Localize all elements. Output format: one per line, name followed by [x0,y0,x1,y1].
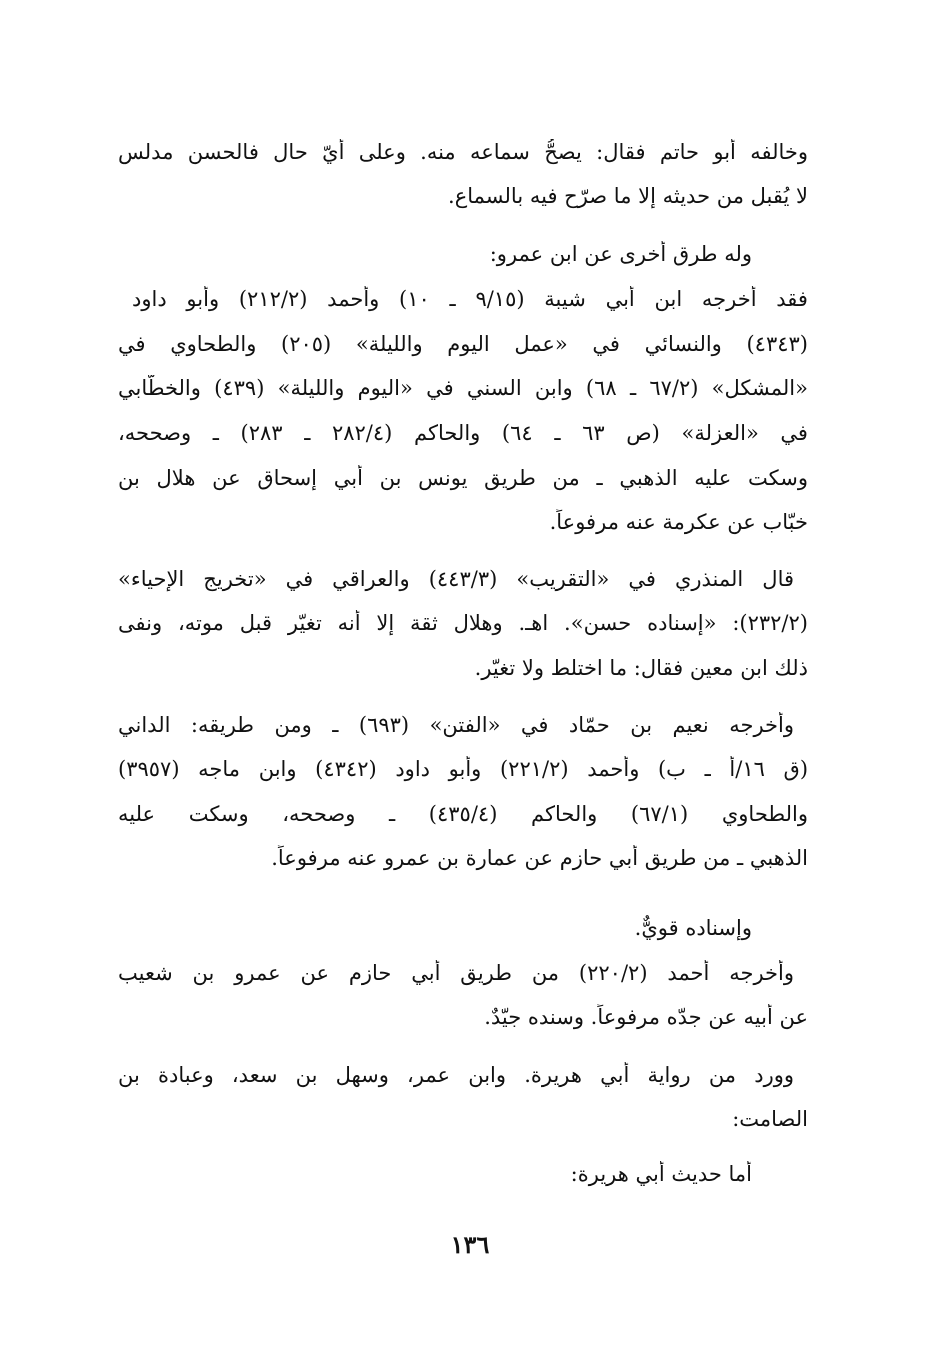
text-line: وورد من رواية أبي هريرة. وابن عمر، وسهل بن سعد، وعبادة بن [118,1063,794,1087]
text-line: قال المنذري في «التقريب» (٤٤٣/٣) والعراقي في «تخريج الإحياء» [118,567,794,591]
text-line: وإسناده قويٌّ. [634,916,752,940]
text-line: (٢٣٢/٢): «إسناده حسن». اهـ. وهلال ثقة إلا أنه تغيّر قبل موته، ونفى [118,611,808,635]
text-line: وأخرجه نعيم بن حمّاد في «الفتن» (٦٩٣) ـ ومن طريقه: الداني [118,713,794,737]
text-line: أما حديث أبي هريرة: [570,1162,752,1186]
text-line: عن أبيه عن جدّه مرفوعاً. وسنده جيّدٌ. [484,1005,808,1029]
text-line: (ق ١٦/أ ـ ب) وأحمد (٢٢١/٢) وأبو داود (٤٣٤٢) وابن ماجه (٣٩٥٧) [118,757,808,781]
text-line: فقد أخرجه ابن أبي شيبة (٩/١٥ ـ ١٠) وأحمد (٢١٢/٢) وأبو داود [132,287,808,311]
text-line: (٤٣٤٣) والنسائي في «عمل اليوم والليلة» (٢٠٥) والطحاوي في [118,332,808,356]
text-line: وخالفه أبو حاتم فقال: يصحُّ سماعه منه. وعلى أيّ حال فالحسن مدلس [118,140,808,164]
text-line: الصامت: [732,1107,808,1131]
text-line: الذهبي ـ من طريق أبي حازم عن عمارة بن عمرو عنه مرفوعاً. [271,846,808,870]
text-line: والطحاوي (٦٧/١) والحاكم (٤٣٥/٤) ـ وصححه، وسكت عليه [118,802,808,826]
text-line: ذلك ابن معين فقال: ما اختلط ولا تغيّر. [474,656,808,680]
text-line: وسكت عليه الذهبي ـ من طريق يونس بن أبي إسحاق عن هلال بن [118,466,808,490]
text-line: لا يُقبل من حديثه إلا ما صرّح فيه بالسماع. [448,184,808,208]
page-number: ١٣٦ [450,1230,490,1259]
text-line: في «العزلة» (ص ٦٣ ـ ٦٤) والحاكم (٢٨٢/٤ ـ ٢٨٣) ـ وصححه، [118,421,808,445]
text-line: وأخرجه أحمد (٢٢٠/٢) من طريق أبي حازم عن عمرو بن شعيب [118,961,794,985]
text-line: خبّاب عن عكرمة عنه مرفوعاً. [549,510,808,534]
text-line: «المشكل» (٦٧/٢ ـ ٦٨) وابن السني في «اليوم والليلة» (٤٣٩) والخطّابي [118,376,808,400]
text-line: وله طرق أخرى عن ابن عمرو: [489,242,752,266]
